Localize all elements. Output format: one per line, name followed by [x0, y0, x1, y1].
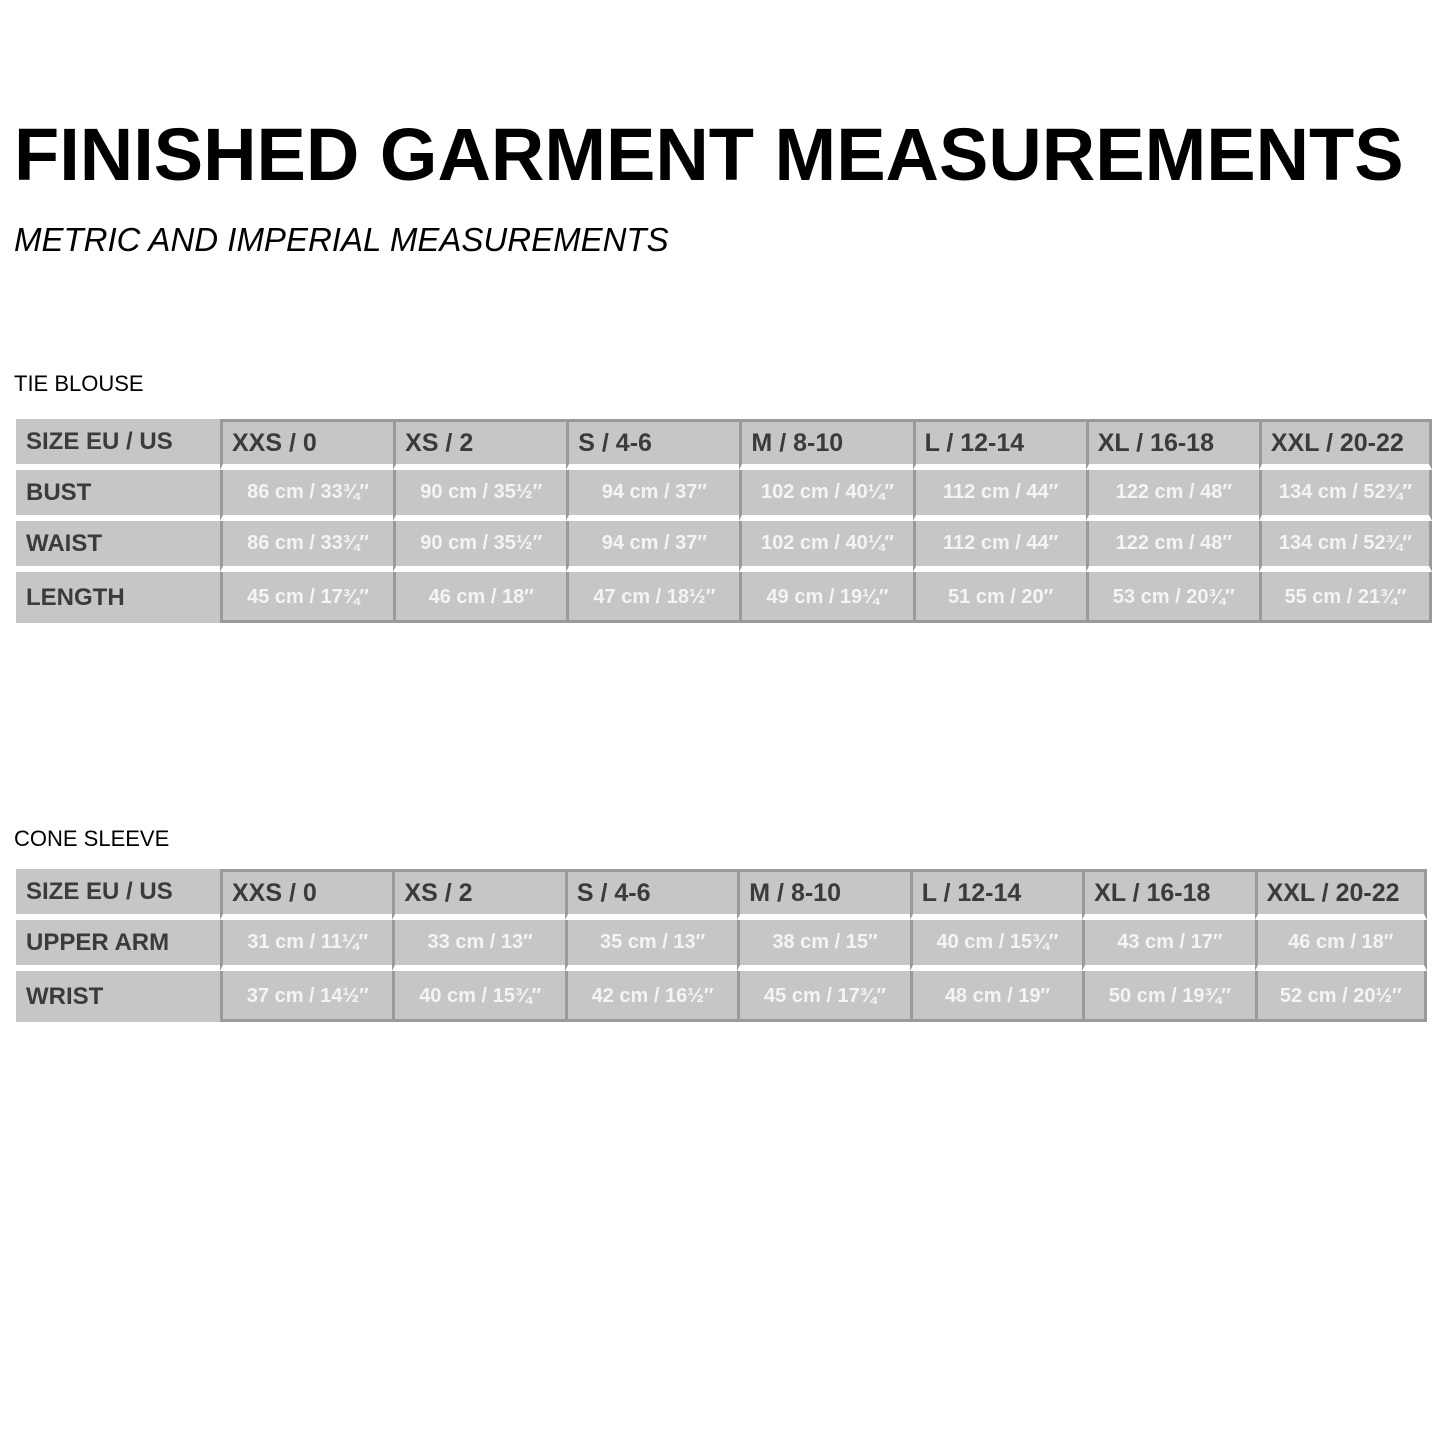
size-header: XS / 2	[392, 869, 564, 920]
size-header: S / 4-6	[565, 869, 737, 920]
measurement-cell: 33 cm / 13″	[392, 920, 564, 971]
measurement-cell: 53 cm / 20¾″	[1086, 572, 1259, 623]
measurement-cell: 51 cm / 20″	[913, 572, 1086, 623]
size-header: XL / 16-18	[1086, 419, 1259, 470]
measurement-cell: 40 cm / 15¾″	[392, 971, 564, 1022]
measurement-cell: 134 cm / 52¾″	[1259, 521, 1432, 572]
page-title: FINISHED GARMENT MEASUREMENTS	[14, 113, 1404, 196]
measurement-cell: 94 cm / 37″	[566, 521, 739, 572]
row-label: UPPER ARM	[16, 920, 220, 971]
measurement-cell: 90 cm / 35½″	[393, 521, 566, 572]
measurement-cell: 46 cm / 18″	[393, 572, 566, 623]
size-header: XXS / 0	[220, 419, 393, 470]
measurement-cell: 86 cm / 33¾″	[220, 521, 393, 572]
measurement-cell: 90 cm / 35½″	[393, 470, 566, 521]
row-label: WRIST	[16, 971, 220, 1022]
size-header: XS / 2	[393, 419, 566, 470]
measurement-cell: 45 cm / 17¾″	[737, 971, 909, 1022]
row-label: LENGTH	[16, 572, 220, 623]
measurement-cell: 45 cm / 17¾″	[220, 572, 393, 623]
measurement-cell: 102 cm / 40¼″	[739, 470, 912, 521]
size-header: M / 8-10	[739, 419, 912, 470]
size-header: M / 8-10	[737, 869, 909, 920]
size-header: S / 4-6	[566, 419, 739, 470]
cone-sleeve-label: CONE SLEEVE	[14, 826, 170, 851]
measurement-cell: 43 cm / 17″	[1082, 920, 1254, 971]
tie-blouse-table	[16, 419, 1432, 623]
measurement-cell: 47 cm / 18½″	[566, 572, 739, 623]
measurement-cell: 38 cm / 15″	[737, 920, 909, 971]
measurement-cell: 52 cm / 20½″	[1255, 971, 1427, 1022]
size-header: L / 12-14	[910, 869, 1082, 920]
size-header: XXL / 20-22	[1259, 419, 1432, 470]
size-header: XXL / 20-22	[1255, 869, 1427, 920]
measurement-cell: 46 cm / 18″	[1255, 920, 1427, 971]
header-label: SIZE EU / US	[16, 419, 220, 470]
measurement-cell: 102 cm / 40¼″	[739, 521, 912, 572]
measurement-cell: 112 cm / 44″	[913, 470, 1086, 521]
measurement-cell: 55 cm / 21¾″	[1259, 572, 1432, 623]
size-header: XXS / 0	[220, 869, 392, 920]
row-label: WAIST	[16, 521, 220, 572]
header-label: SIZE EU / US	[16, 869, 220, 920]
measurement-cell: 48 cm / 19″	[910, 971, 1082, 1022]
measurement-cell: 122 cm / 48″	[1086, 521, 1259, 572]
measurement-cell: 49 cm / 19¼″	[739, 572, 912, 623]
measurement-cell: 86 cm / 33¾″	[220, 470, 393, 521]
measurement-cell: 50 cm / 19¾″	[1082, 971, 1254, 1022]
tie-blouse-label: TIE BLOUSE	[14, 371, 144, 396]
row-label: BUST	[16, 470, 220, 521]
measurement-cell: 42 cm / 16½″	[565, 971, 737, 1022]
size-header: XL / 16-18	[1082, 869, 1254, 920]
page-subtitle: METRIC AND IMPERIAL MEASUREMENTS	[14, 221, 669, 258]
measurement-cell: 37 cm / 14½″	[220, 971, 392, 1022]
measurement-cell: 122 cm / 48″	[1086, 470, 1259, 521]
measurement-cell: 134 cm / 52¾″	[1259, 470, 1432, 521]
measurement-cell: 112 cm / 44″	[913, 521, 1086, 572]
measurement-cell: 35 cm / 13″	[565, 920, 737, 971]
measurement-cell: 31 cm / 11¼″	[220, 920, 392, 971]
measurement-cell: 40 cm / 15¾″	[910, 920, 1082, 971]
size-header: L / 12-14	[913, 419, 1086, 470]
cone-sleeve-table	[16, 869, 1427, 1022]
measurement-cell: 94 cm / 37″	[566, 470, 739, 521]
